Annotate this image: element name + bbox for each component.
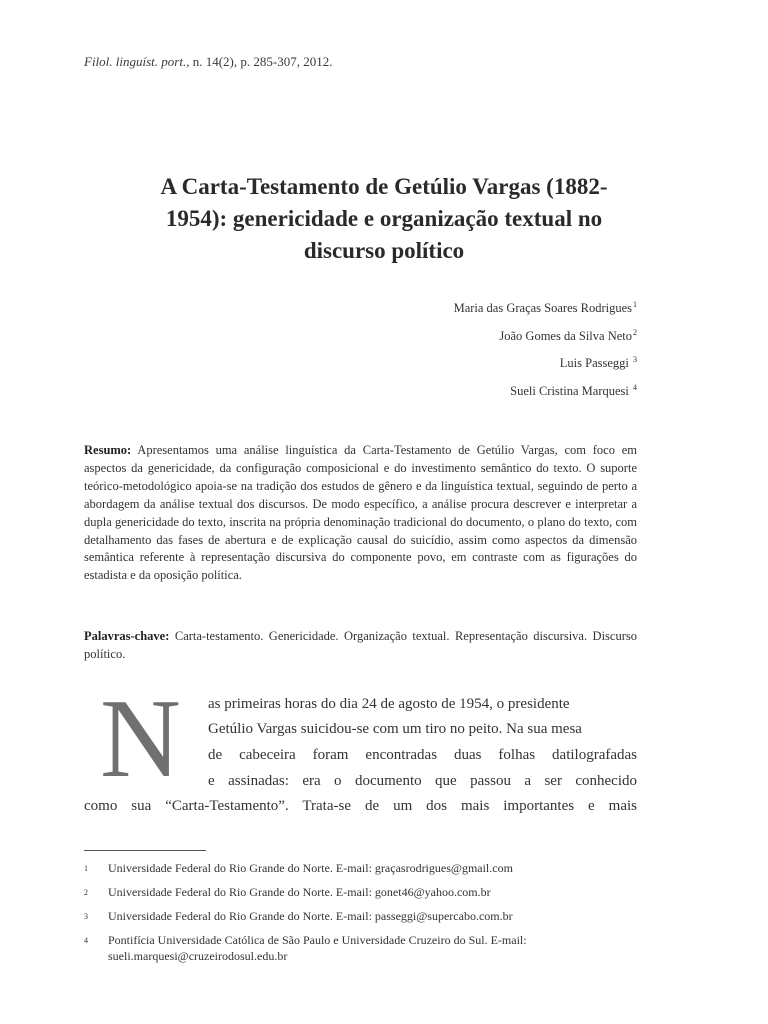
abstract-label: Resumo: xyxy=(84,443,132,457)
footnote-4 xyxy=(84,932,637,964)
author-name: Luis Passeggi xyxy=(559,356,632,370)
body-line-5 xyxy=(84,796,637,816)
footnote-3 xyxy=(84,908,637,925)
abstract-text: Apresentamos uma análise linguística da Carta-Testamento de Getúlio Vargas, com foco em aspectos da genericidade, da configuração composicional e do investimento semântico do texto. O suporte teórico-metodológico apoia-se na tradição dos estudos de gênero e da linguística textual, seguindo de perto a abordagem da análise textual dos discursos. De modo específico, a análise procura descrever e interpretar a dupla genericidade do texto, inscrita na própria denominação tradicional do documento, o plano do texto, com detalhamento das fases de abertura e de explicação causal do suicídio, assim como aspectos da dimensão semântica referente à representação discursiva do componente povo, em contraste com as figurações do estadista e da oposição política. xyxy=(84,443,637,583)
author-2 xyxy=(454,321,637,349)
footnotes xyxy=(84,860,637,971)
author-3 xyxy=(454,348,637,376)
body-line-2: Getúlio Vargas suicidou-se com um tiro no peito. Na sua mesa xyxy=(208,721,582,737)
title-line-3: discurso político xyxy=(303,238,465,263)
author-note-ref: 3 xyxy=(633,355,637,364)
footnote-text: Universidade Federal do Rio Grande do Norte. E-mail: graçasrodrigues@gmail.com xyxy=(108,861,513,875)
body-line-3 xyxy=(208,745,637,765)
author-name: João Gomes da Silva Neto xyxy=(499,328,632,343)
footnote-number: 2 xyxy=(84,888,88,897)
keywords-text: Carta-testamento. Genericidade. Organização textual. Representação discursiva. Discurso político. xyxy=(84,629,637,661)
footnote-separator xyxy=(84,850,206,851)
drop-cap: N xyxy=(100,677,181,801)
footnote-number: 1 xyxy=(84,864,88,873)
journal-name: Filol. linguíst. port. xyxy=(84,54,187,69)
footnote-number: 3 xyxy=(84,912,88,921)
body-line-4 xyxy=(208,771,637,791)
footnote-text: Pontifícia Universidade Católica de São Paulo e Universidade Cruzeiro do Sul. E-mail: sueli.marquesi@cruzeirodosul.edu.br xyxy=(108,933,527,963)
keywords xyxy=(84,628,637,664)
author-name: Sueli Cristina Marquesi xyxy=(510,383,632,398)
footnote-text: Universidade Federal do Rio Grande do Norte. E-mail: passeggi@supercabo.com.br xyxy=(108,909,513,923)
title-line-2: 1954): genericidade e organização textual no xyxy=(165,206,603,231)
journal-issue: , n. 14(2), p. 285-307, 2012. xyxy=(186,54,333,69)
journal-reference xyxy=(84,54,332,70)
footnote-text: Universidade Federal do Rio Grande do Norte. E-mail: gonet46@yahoo.com.br xyxy=(108,885,491,899)
author-1 xyxy=(454,293,637,321)
footnote-number: 4 xyxy=(84,936,88,945)
author-note-ref: 4 xyxy=(633,382,637,392)
article-title xyxy=(84,171,684,267)
body-line-1: as primeiras horas do dia 24 de agosto de 1954, o presidente xyxy=(208,696,570,712)
author-list xyxy=(454,293,637,403)
footnote-1 xyxy=(84,860,637,877)
abstract xyxy=(84,442,637,585)
footnote-2 xyxy=(84,884,637,901)
body-line-4-text: e assinadas: era o documento que passou a ser conhecido xyxy=(208,773,637,789)
body-line-3-text: de cabeceira foram encontradas duas folhas datilografadas xyxy=(208,747,637,763)
author-4 xyxy=(454,376,637,404)
title-line-1: A Carta-Testamento de Getúlio Vargas (1882- xyxy=(160,174,608,199)
body-line-5-text: como sua “Carta-Testamento”. Trata-se de um dos mais importantes e mais xyxy=(84,798,637,814)
author-note-ref: 2 xyxy=(633,327,637,337)
author-name: Maria das Graças Soares Rodrigues xyxy=(453,301,632,315)
author-note-ref: 1 xyxy=(633,300,637,309)
keywords-label: Palavras-chave: xyxy=(84,629,170,643)
